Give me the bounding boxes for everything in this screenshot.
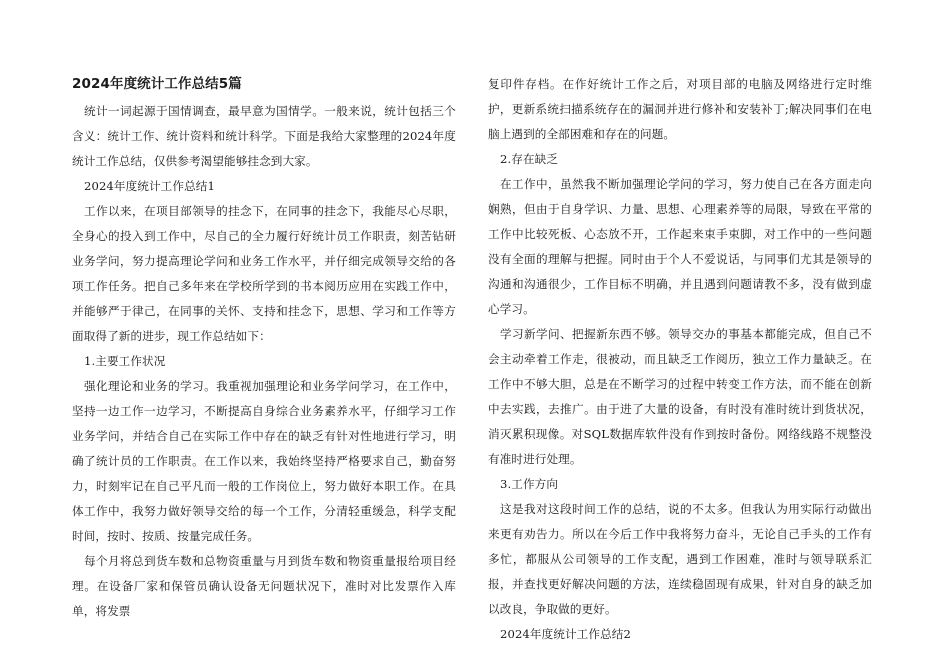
intro-paragraph: 统计一词起源于国情调查，最早意为国情学。一般来说，统计包括三个含义：统计工作、统计资料和统计科学。下面是我给大家整理的2024年度统计工作总结，仅供参考渴望能够挂念到大家。 bbox=[72, 104, 456, 168]
section-heading-summary-1: 2024年度统计工作总结1 bbox=[84, 179, 215, 193]
document-title: 2024年度统计工作总结5篇 bbox=[72, 76, 242, 92]
continued-paragraph: 复印件存档。在作好统计工作之后，对项目部的电脑及网络进行定时维护，更新系统扫描系统存在的漏洞并进行修补和安装补丁;解决同事们在电脑上遇到的全部困难和存在的问题。 bbox=[488, 77, 872, 141]
monthly-report-paragraph: 每个月将总到货车数和总物资重量与月到货车数和物资重量报给项目经理。在设备厂家和保管员确认设备无问题状况下，准时对比发票作入库单，将发票 bbox=[72, 554, 456, 618]
section-heading-summary-2: 2024年度统计工作总结2 bbox=[500, 627, 631, 641]
subheading-shortcomings: 2.存在缺乏 bbox=[500, 152, 559, 166]
subheading-main-work: 1.主要工作状况 bbox=[84, 354, 166, 368]
main-work-paragraph: 强化理论和业务的学习。我重视加强理论和业务学问学习，在工作中，坚持一边工作一边学习，不断提高自身综合业务素养水平，仔细学习工作业务学问，并结合自己在实际工作中存在的缺乏有针对性地进行学习，明确了统计员的工作职责。在工作以来，我始终坚持严格要求自己，勤奋努力，时刻牢记在自己平凡而一般的工作岗位上，努力做好本职工作。在具体工作中，我努力做好领导交给的每一个工作，分清轻重缓急，科学支配时间，按时、按质、按量完成任务。 bbox=[72, 379, 456, 543]
summary-1-paragraph: 工作以来，在项目部领导的挂念下，在同事的挂念下，我能尽心尽职，全身心的投入到工作中，尽自己的全力履行好统计员工作职责，刻苦钻研业务学问，努力提高理论学问和业务工作水平，并仔细完成领导交给的各项工作任务。把自己多年来在学校所学到的书本阅历应用在实践工作中，并能够严于律己，在同事的关怀、支持和挂念下，思想、学习和工作等方面取得了新的进步，现工作总结如下： bbox=[72, 204, 456, 343]
shortcomings-paragraph: 在工作中，虽然我不断加强理论学问的学习，努力使自己在各方面走向娴熟，但由于自身学识、力量、思想、心理素养等的局限，导致在平常的工作中比较死板、心态放不开，工作起来束手束脚，对工作中的一些问题没有全面的理解与把握。同时由于个人不爱说话，与同事们尤其是领导的沟通和沟通很少，工作目标不明确，并且遇到问题请教不多，没有做到虚心学习。 bbox=[488, 177, 872, 316]
direction-paragraph: 这是我对这段时间工作的总结，说的不太多。但我认为用实际行动做出来更有劝告力。所以在今后工作中我将努力奋斗，无论自己手头的工作有多忙，都服从公司领导的工作支配，遇到工作困难，准时与领导联系汇报，并查找更好解决问题的方法，连续稳固现有成果，针对自身的缺乏加以改良，争取做的更好。 bbox=[488, 502, 872, 616]
learning-paragraph: 学习新学问、把握新东西不够。领导交办的事基本都能完成，但自己不会主动牵着工作走，很被动，而且缺乏工作阅历，独立工作力量缺乏。在工作中不够大胆，总是在不断学习的过程中转变工作方法，而不能在创新中去实践，去推广。由于进了大量的设备，有时没有准时统计到货状况，消灭累积现像。对SQL数据库软件没有作到按时备份。网络线路不规整没有准时进行处理。 bbox=[488, 327, 872, 466]
subheading-direction: 3.工作方向 bbox=[500, 477, 559, 491]
right-column bbox=[488, 72, 872, 647]
left-column bbox=[72, 72, 456, 624]
